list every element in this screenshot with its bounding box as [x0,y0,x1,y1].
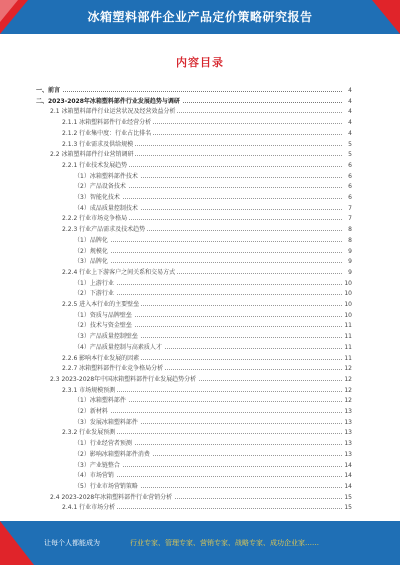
toc-entry-title: （2）产品设备技术 [74,183,126,191]
toc-entry-title: 2.1.1 冰箱塑料部件行业经营分析 [62,119,152,127]
table-of-contents [36,86,352,514]
header-corner-highlight [0,0,18,22]
toc-leader-dots [74,262,342,263]
toc-entry-title: 2.1.3 行业需求及供给规模 [62,140,134,148]
toc-entry-title: （2）下游行业 [74,290,114,298]
toc-entry-page: 13 [344,408,352,415]
toc-entry-title: 2.3 2023-2028年中国冰箱塑料部件行业发展趋势分析 [50,375,197,383]
toc-entry-title: （3）品牌化 [74,258,108,266]
toc-entry-page: 12 [344,397,352,405]
toc-entry[interactable] [74,418,352,427]
toc-entry-title: （3）发展冰箱塑料部件 [74,418,138,426]
toc-entry[interactable] [74,439,352,448]
toc-entry[interactable] [62,140,352,149]
toc-entry-title: （1）品牌化 [74,236,108,244]
toc-entry[interactable] [74,461,352,470]
toc-entry[interactable] [74,257,352,266]
toc-entry[interactable] [74,289,352,298]
toc-entry-title: 2.2.3 行业产品需求及技术趋势 [62,226,146,234]
toc-entry[interactable] [74,182,352,191]
toc-entry[interactable] [62,214,352,223]
toc-entry[interactable] [74,332,352,341]
toc-entry[interactable] [74,343,352,352]
toc-entry[interactable] [74,396,352,405]
toc-entry-page: 13 [344,418,352,426]
toc-entry-page: 10 [344,290,352,298]
toc-entry-page: 10 [344,279,352,287]
toc-entry-page: 8 [348,226,352,234]
toc-entry-page: 5 [348,140,352,148]
toc-entry-page: 11 [344,322,352,330]
toc-entry[interactable] [62,354,352,363]
toc-entry-title: （4）市场营销 [74,472,114,480]
toc-entry[interactable] [36,97,352,106]
toc-entry-page: 11 [344,354,352,362]
toc-entry-title: （2）技术与资金壁垒 [74,322,132,330]
report-title: 冰箱塑料部件企业产品定价策略研究报告 [87,10,313,24]
toc-entry-title: （5）行业市场营销策略 [74,482,138,490]
toc-entry-page: 11 [344,343,352,351]
page-footer [0,521,400,565]
toc-entry-title: 2.4.1 行业市场分析 [62,504,116,512]
toc-entry-page: 9 [348,268,352,276]
toc-entry-page: 5 [348,151,352,159]
toc-entry-title: 二、2023-2028年冰箱塑料部件行业发展趋势与调研 [36,97,180,105]
toc-entry-title: （3）产品质量控制壁垒 [74,333,138,341]
toc-entry-title: 2.3.2 行业发展预测 [62,429,116,437]
toc-entry-title: 2.3.1 市场规模预测 [62,386,116,394]
toc-entry-page: 13 [344,440,352,448]
toc-leader-dots [74,252,342,253]
toc-entry-page: 9 [348,258,352,266]
toc-entry-page: 6 [348,161,352,169]
toc-entry[interactable] [50,375,352,384]
toc-entry-page: 4 [348,87,352,94]
toc-entry-title: （1）冰箱塑料部件技术 [74,172,138,180]
toc-entry[interactable] [74,193,352,202]
toc-entry[interactable] [62,386,352,395]
toc-entry-page: 4 [348,129,352,137]
toc-entry-title: 2.2.5 进入本行业的主要壁垒 [62,301,140,308]
toc-entry[interactable] [74,236,352,245]
toc-entry[interactable] [62,161,352,170]
toc-entry[interactable] [74,482,352,491]
toc-entry-title: （1）冰箱塑料部件 [74,397,126,405]
toc-entry-page: 11 [344,333,352,341]
toc-entry-page: 6 [348,194,352,201]
footer-corner-decoration [0,521,34,565]
toc-entry-page: 13 [344,450,352,458]
toc-entry-page: 7 [348,215,352,223]
toc-entry[interactable] [74,279,352,288]
toc-entry[interactable] [74,311,352,320]
toc-entry-page: 6 [348,172,352,180]
toc-entry-title: 2.4 2023-2028年冰箱塑料部件行业营销分析 [50,493,173,501]
toc-leader-dots [36,91,342,92]
toc-entry-page: 13 [344,429,352,437]
toc-entry-page: 4 [348,97,352,105]
toc-entry[interactable] [62,300,352,309]
toc-entry-title: 2.1.2 行业集中度：行业占比排名 [62,129,152,137]
toc-entry[interactable] [74,407,352,416]
toc-entry-page: 6 [348,183,352,191]
toc-entry-page: 15 [344,504,352,512]
toc-entry-title: （3）产业链整合 [74,461,120,469]
toc-entry-page: 12 [344,386,352,394]
toc-entry-title: 2.2 冰箱塑料部件行业营销调研 [50,151,134,159]
toc-leader-dots [74,241,342,242]
toc-entry[interactable] [74,471,352,480]
toc-entry-page: 9 [348,247,352,255]
toc-entry-title: （4）产品质量控制与高素质人才 [74,343,162,351]
toc-entry-page: 8 [348,236,352,244]
toc-entry-title: （3）智能化技术 [74,194,120,201]
footer-slogan: 让每个人都能成为 [44,539,100,547]
footer-tagline: 行业专家、管理专家、营销专家、战略专家、成功企业家…… [130,539,319,547]
toc-entry-page: 7 [348,204,352,212]
toc-entry-page: 15 [344,493,352,501]
toc-entry-page: 4 [348,108,352,116]
toc-entry[interactable] [36,86,352,95]
toc-entry-title: 2.2.4 行业上下游客户之间关系和交易方式 [62,268,176,276]
page-header [0,0,400,34]
toc-entry[interactable] [50,150,352,159]
toc-entry-title: （1）上游行业 [74,279,114,287]
toc-entry[interactable] [50,107,352,116]
toc-entry[interactable] [74,172,352,181]
toc-entry-page: 12 [344,375,352,383]
toc-entry-title: 2.2.1 行业技术发展趋势 [62,161,128,169]
toc-entry-title: （2）新材料 [74,408,108,415]
toc-entry[interactable] [74,247,352,256]
toc-entry-page: 12 [344,365,352,373]
toc-entry-title: 2.2.7 冰箱塑料部件行业竞争格局分析 [62,365,164,373]
toc-entry-title: 2.2.6 影响本行业发展的因素 [62,354,140,362]
toc-entry[interactable] [74,450,352,459]
toc-entry[interactable] [62,268,352,277]
toc-leader-dots [74,412,342,413]
toc-entry-title: 2.2.2 行业市场竞争格局 [62,215,128,223]
toc-entry-page: 10 [344,301,352,308]
toc-entry[interactable] [50,493,352,502]
header-corner-decoration-right [372,0,400,34]
toc-title: 内容目录 [176,56,224,69]
toc-entry-title: （4）成品质量控制技术 [74,204,138,212]
toc-entry-title: （1）资质与品牌壁垒 [74,311,132,319]
toc-entry[interactable] [62,503,352,512]
toc-entry[interactable] [62,118,352,127]
toc-entry[interactable] [62,364,352,373]
toc-entry[interactable] [74,204,352,213]
toc-entry-title: （2）规模化 [74,247,108,255]
toc-entry[interactable] [62,129,352,138]
toc-entry[interactable] [74,321,352,330]
toc-entry-page: 10 [344,311,352,319]
toc-entry[interactable] [62,225,352,234]
toc-entry-title: 一、前言 [36,87,61,94]
toc-entry-title: （2）影响冰箱塑料部件消费 [74,450,150,458]
toc-entry-page: 14 [344,472,352,480]
toc-entry-title: （1）行业经营者预测 [74,440,132,448]
toc-entry-title: 2.1 冰箱塑料部件行业运营状况及经营效益分析 [50,108,176,116]
toc-entry-page: 14 [344,461,352,469]
toc-entry-page: 14 [344,482,352,490]
toc-entry-page: 4 [348,119,352,127]
toc-entry[interactable] [62,428,352,437]
